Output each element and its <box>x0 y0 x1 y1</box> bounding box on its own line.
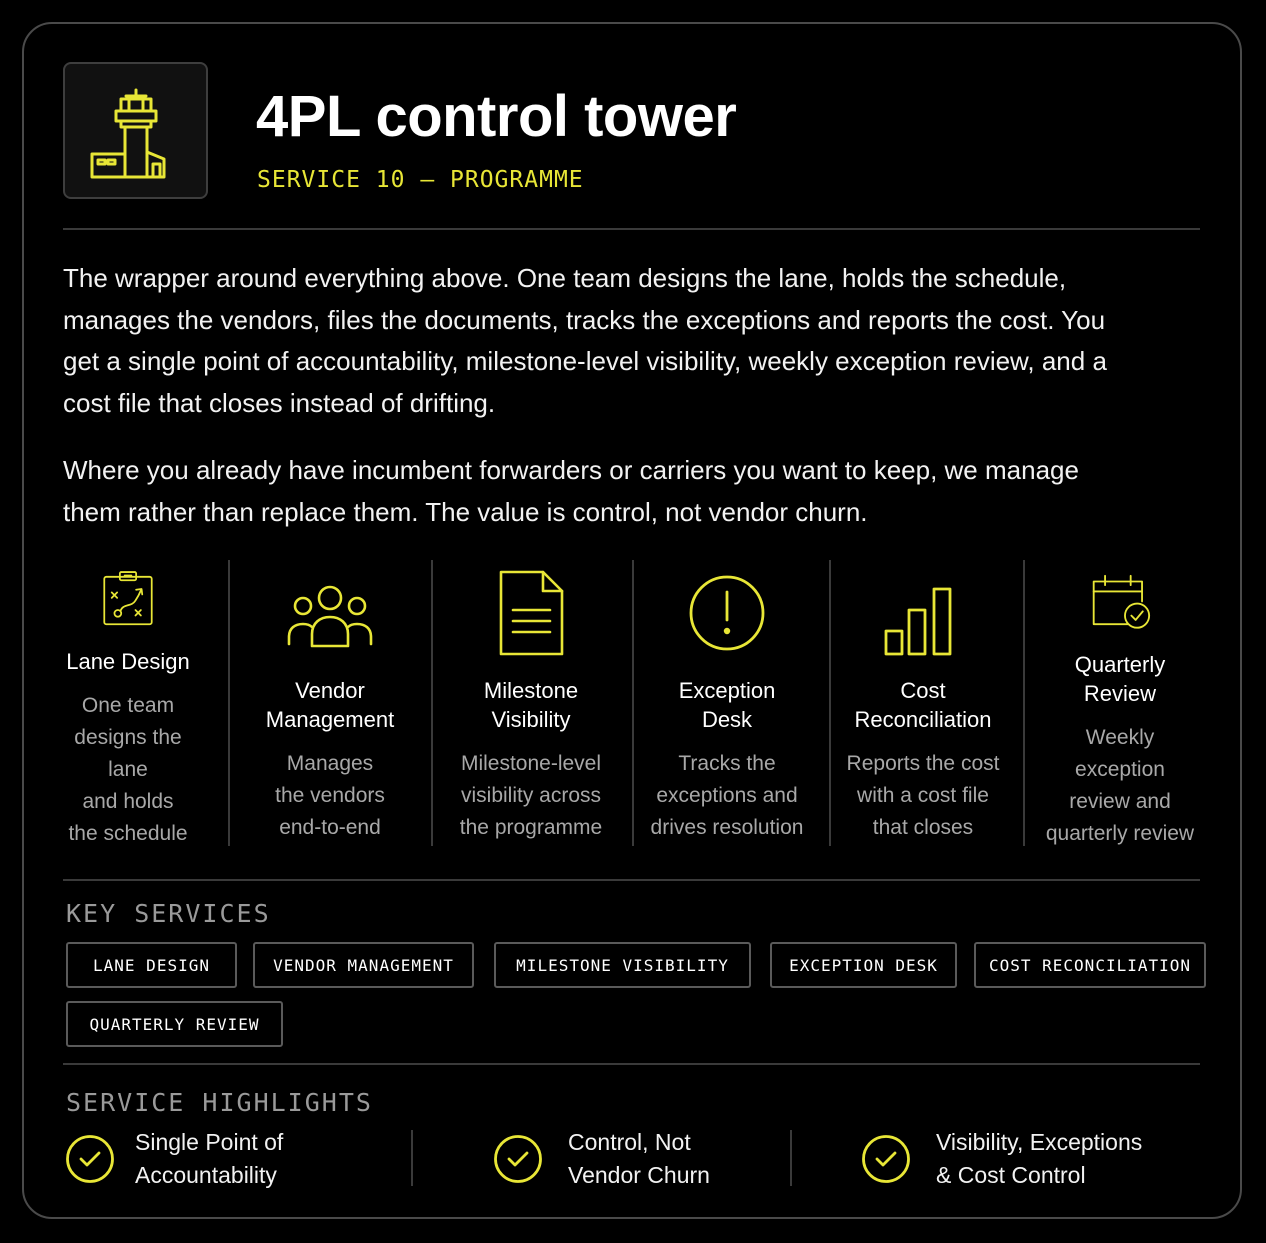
vendors-group-icon <box>285 568 375 658</box>
feature-milestone-visibility <box>453 560 609 850</box>
service-subtitle: SERVICE 10 — PROGRAMME <box>257 167 584 193</box>
feature-title: Cost Reconciliation <box>854 678 992 732</box>
calendar-check-icon <box>1075 568 1165 632</box>
check-circle-icon <box>861 1134 911 1184</box>
highlight-item <box>65 1126 283 1192</box>
highlight-text: Single Point of Accountability <box>135 1129 284 1188</box>
service-chip-milestone-visibility[interactable]: MILESTONE VISIBILITY <box>494 942 751 988</box>
feature-cost-reconciliation <box>842 560 1004 850</box>
intro-paragraph: The wrapper around everything above. One team designs the lane, holds the schedule, manages the vendors, files the documents, tracks the exceptions and reports the cost. You get a single point of accountability, milestone-level visibility, weekly exception review, and a cost file that closes instead of drifting. <box>63 263 1107 418</box>
feature-quarterly-review <box>1040 560 1200 850</box>
intro-paragraph-2: Where you already have incumbent forwarders or carriers you want to keep, we manage them rather than replace them. The value is control, not vendor churn. <box>63 455 1079 527</box>
service-chip-lane-design[interactable]: LANE DESIGN <box>66 942 237 988</box>
feature-divider <box>431 560 433 846</box>
feature-title: Exception Desk <box>678 678 776 732</box>
highlight-item <box>493 1126 710 1192</box>
service-chip-cost-reconciliation[interactable]: COST RECONCILIATION <box>974 942 1206 988</box>
service-chip-exception-desk[interactable]: EXCEPTION DESK <box>770 942 957 988</box>
feature-divider <box>829 560 831 846</box>
feature-vendor-management <box>250 560 410 850</box>
control-tower-icon <box>81 76 191 186</box>
divider <box>63 228 1200 230</box>
highlight-divider <box>790 1130 792 1186</box>
service-highlights-label: SERVICE HIGHLIGHTS <box>66 1088 373 1117</box>
document-icon <box>486 568 576 658</box>
service-chip-vendor-management[interactable]: VENDOR MANAGEMENT <box>253 942 474 988</box>
feature-description: Tracks the exceptions and drives resolution <box>650 752 804 839</box>
divider <box>63 879 1200 881</box>
highlight-divider <box>411 1130 413 1186</box>
highlight-text: Control, Not Vendor Churn <box>568 1129 710 1188</box>
feature-description: Reports the cost with a cost file that closes <box>846 752 1000 839</box>
page-title: 4PL control tower <box>256 84 737 149</box>
highlight-item <box>861 1126 1142 1192</box>
feature-lane-design <box>58 560 198 850</box>
feature-divider <box>228 560 230 846</box>
feature-description: Milestone-level visibility across the programme <box>459 752 603 839</box>
feature-description: Manages the vendors end-to-end <box>275 752 385 839</box>
feature-description: One team designs the lane and holds the schedule <box>68 694 188 845</box>
feature-title: Vendor Management <box>265 678 395 732</box>
feature-title: Lane Design <box>66 649 190 674</box>
key-services-label: KEY SERVICES <box>66 899 271 928</box>
feature-divider <box>1023 560 1025 846</box>
lane-design-clipboard-icon <box>83 568 173 629</box>
check-circle-icon <box>493 1134 543 1184</box>
logo-tile <box>63 62 208 199</box>
feature-title: Milestone Visibility <box>483 678 579 732</box>
feature-divider <box>632 560 634 846</box>
service-chip-quarterly-review[interactable]: QUARTERLY REVIEW <box>66 1001 283 1047</box>
feature-description: Weekly exception review and quarterly review <box>1045 726 1195 845</box>
check-circle-icon <box>65 1134 115 1184</box>
feature-title: Quarterly Review <box>1074 652 1166 706</box>
highlight-text: Visibility, Exceptions & Cost Control <box>936 1129 1143 1188</box>
bar-chart-icon <box>878 568 968 658</box>
exclamation-circle-icon <box>682 568 772 658</box>
feature-exception-desk <box>647 560 807 850</box>
divider <box>63 1063 1200 1065</box>
